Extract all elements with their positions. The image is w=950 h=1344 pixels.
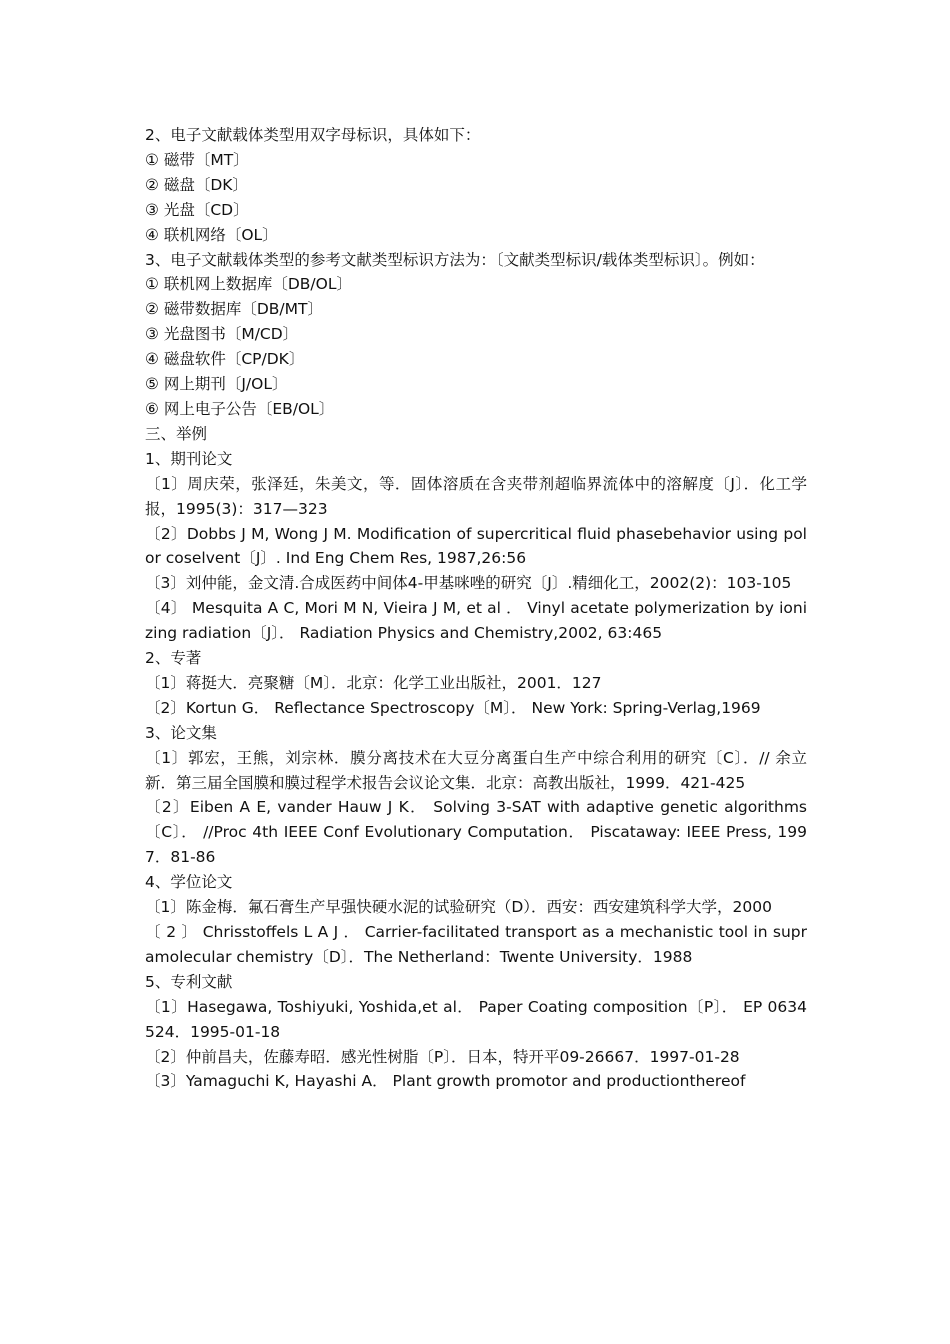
reference-entry: 〔2〕Kortun G． Reflectance Spectroscopy〔M〕． New York: Spring-Verlag,1969 — [145, 698, 761, 717]
section-heading-examples: 三、举例 — [145, 424, 208, 443]
reference-entry: 〔1〕蒋挺大．亮聚糖〔M〕．北京：化学工业出版社，2001．127 — [145, 673, 602, 692]
list-item: ① 联机网上数据库〔DB/OL〕 — [145, 275, 352, 294]
reference-entry: 〔3〕Yamaguchi K, Hayashi A． Plant growth promotor and productionthereof — [145, 1072, 746, 1091]
reference-entry: 〔1〕Hasegawa, Toshiyuki, Yoshida,et al． Paper Coating composition〔P〕． EP 0634524．1995-01-18 — [145, 997, 807, 1041]
list-item: ① 磁带〔MT〕 — [145, 150, 249, 169]
list-item: ② 磁盘〔DK〕 — [145, 175, 248, 194]
list-item: ⑥ 网上电子公告〔EB/OL〕 — [145, 399, 335, 418]
subsection-heading-patent: 5、专利文献 — [145, 972, 233, 991]
reference-entry: 〔1〕陈金梅．氟石膏生产早强快硬水泥的试验研究（D）．西安：西安建筑科学大学，2000 — [145, 898, 772, 917]
reference-entry: 〔3〕刘仲能，金文清.合成医药中间体4-甲基咪唑的研究〔J〕.精细化工，2002(2)：103-105 — [145, 574, 792, 593]
list-item: ④ 联机网络〔OL〕 — [145, 225, 278, 244]
section-heading-identification-method: 3、电子文献载体类型的参考文献类型标识方法为：〔文献类型标识/载体类型标识〕。例如： — [145, 250, 765, 269]
reference-entry: 〔1〕郭宏，王熊，刘宗林．膜分离技术在大豆分离蛋白生产中综合利用的研究〔C〕．// 余立新．第三届全国膜和膜过程学术报告会议论文集．北京：高教出版社，1999．421-425 — [145, 748, 807, 792]
reference-entry: 〔2〕Dobbs J M, Wong J M. Modification of supercritical fluid phasebehavior using polor coselvent〔J〕. Ind Eng Chem Res, 1987,26:56 — [145, 524, 807, 568]
list-item: ④ 磁盘软件〔CP/DK〕 — [145, 350, 305, 369]
reference-entry: 〔1〕周庆荣，张泽廷，朱美文，等．固体溶质在含夹带剂超临界流体中的溶解度〔J〕．化工学报，1995(3)：317—323 — [145, 474, 807, 518]
subsection-heading-thesis: 4、学位论文 — [145, 873, 233, 892]
reference-entry: 〔 2 〕 Chrisstoffels L A J ． Carrier-facilitated transport as a mechanistic tool in supramolecular chemistry〔D〕．The Netherland：Twente University．1988 — [145, 923, 807, 966]
list-item: ⑤ 网上期刊〔J/OL〕 — [145, 375, 288, 394]
subsection-heading-proceedings: 3、论文集 — [145, 723, 217, 742]
list-item: ③ 光盘图书〔M/CD〕 — [145, 325, 299, 344]
section-heading-carrier-codes: 2、电子文献载体类型用双字母标识，具体如下： — [145, 126, 481, 144]
subsection-heading-journal: 1、期刊论文 — [145, 449, 233, 468]
reference-entry: 〔2〕Eiben A E, vander Hauw J K． Solving 3-SAT with adaptive genetic algorithms〔C〕． //Proc 4th IEEE Conf Evolutionary Computation． Piscataway: IEEE Press, 1997．81-86 — [145, 798, 807, 867]
list-item: ② 磁带数据库〔DB/MT〕 — [145, 300, 323, 319]
subsection-heading-monograph: 2、专著 — [145, 649, 202, 668]
reference-entry: 〔2〕仲前昌夫，佐藤寿昭．感光性树脂〔P〕．日本，特开平09-26667．1997-01-28 — [145, 1047, 740, 1066]
reference-entry: 〔4〕 Mesquita A C, Mori M N, Vieira J M, et al ． Vinyl acetate polymerization by ionizing radiation〔J〕． Radiation Physics and Chemistry,2002, 63:465 — [145, 599, 807, 643]
list-item: ③ 光盘〔CD〕 — [145, 200, 249, 219]
document-body — [145, 123, 807, 1094]
